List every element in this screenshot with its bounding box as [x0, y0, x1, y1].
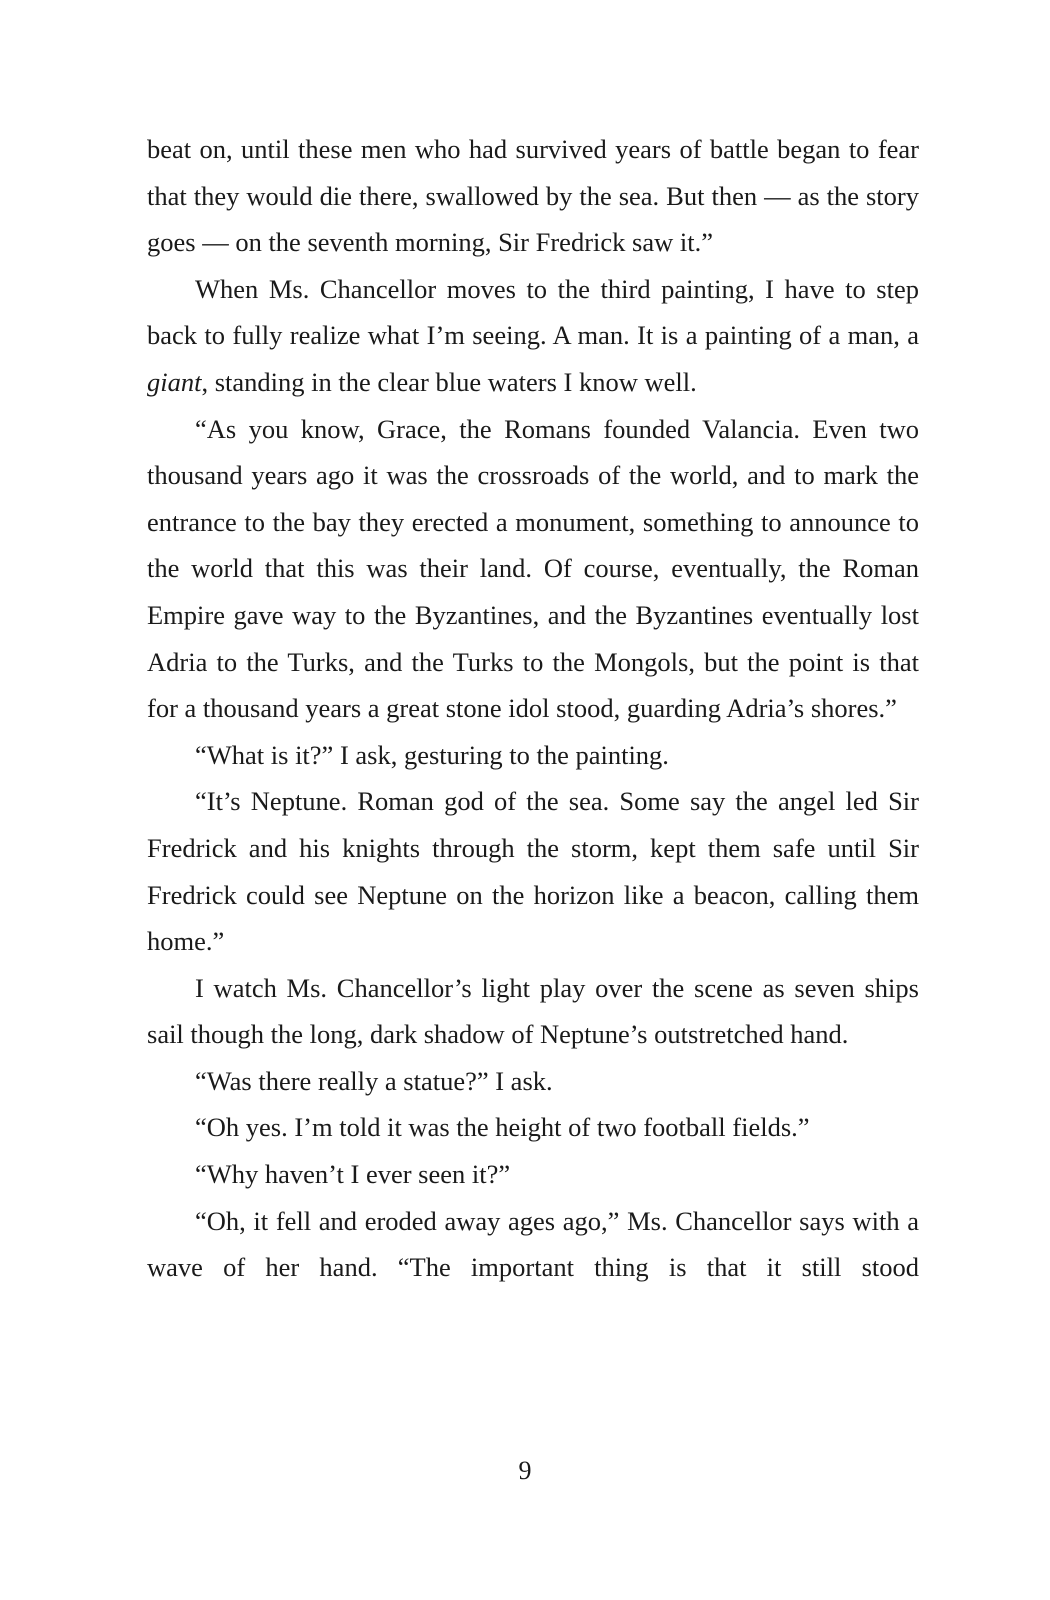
- text-run: “It’s Neptune. Roman god of the sea. Some say the angel led Sir Fredrick and his knights through the storm, kept them safe until Sir Fredrick could see Neptune on the horizon like a beacon, calling them home.”: [147, 786, 919, 957]
- paragraph: [147, 732, 919, 779]
- paragraph: [147, 1198, 919, 1291]
- text-run: “As you know, Grace, the Romans founded Valancia. Even two thousand years ago it was the crossroads of the world, and to mark the entrance to the bay they erected a monument, something to announce to the world that this was their land. Of course, eventually, the Roman Empire gave way to the Byzantines, and the Byzantines eventually lost Adria to the Turks, and the Turks to the Mongols, but the point is that for a thousand years a great stone idol stood, guarding Adria’s shores.”: [147, 413, 919, 724]
- text-run: I watch Ms. Chancellor’s light play over the scene as seven ships sail though the long, dark shadow of Neptune’s outstretched hand.: [147, 972, 919, 1050]
- page-body-text: [147, 126, 919, 1291]
- paragraph: [147, 965, 919, 1058]
- text-run: “Why haven’t I ever seen it?”: [195, 1159, 511, 1190]
- italic-text: giant: [147, 366, 202, 397]
- text-run: When Ms. Chancellor moves to the third painting, I have to step back to fully realize what I’m seeing. A man. It is a painting of a man, a: [147, 273, 919, 351]
- paragraph: [147, 126, 919, 266]
- paragraph: [147, 1104, 919, 1151]
- text-run: “Oh, it fell and eroded away ages ago,” Ms. Chancellor says with a wave of her hand. “The important thing is that it still stood: [147, 1205, 919, 1283]
- paragraph: [147, 778, 919, 964]
- paragraph: [147, 266, 919, 406]
- text-run: beat on, until these men who had survived years of battle began to fear that they would die there, swallowed by the sea. But then — as the story goes — on the seventh morning, Sir Fredrick saw it.”: [147, 134, 919, 258]
- paragraph: [147, 406, 919, 732]
- page-number: 9: [518, 1456, 532, 1485]
- text-run: “Was there really a statue?” I ask.: [195, 1065, 553, 1096]
- paragraph: [147, 1151, 919, 1198]
- text-run: , standing in the clear blue waters I know well.: [201, 366, 697, 397]
- paragraph: [147, 1058, 919, 1105]
- text-run: “What is it?” I ask, gesturing to the painting.: [195, 739, 669, 770]
- text-run: “Oh yes. I’m told it was the height of two football fields.”: [195, 1112, 810, 1143]
